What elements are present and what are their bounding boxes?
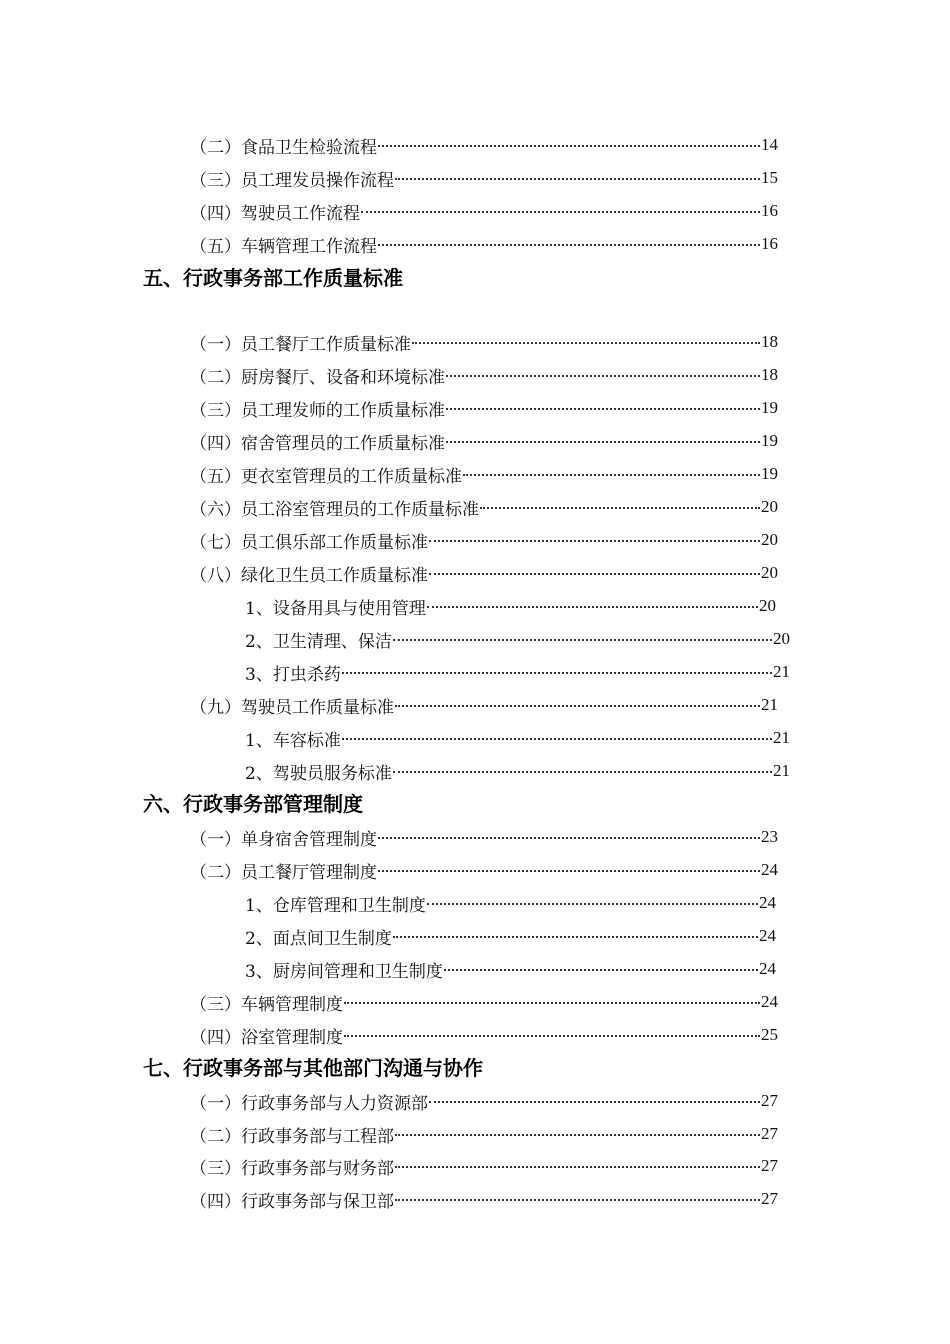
- dot-leader: [378, 244, 760, 246]
- toc-entry-page: 20: [761, 497, 778, 516]
- toc-entry-page: 19: [761, 398, 778, 417]
- toc-entry-label: 3、厨房间管理和卫生制度: [245, 961, 443, 982]
- toc-entry-label: （四）驾驶员工作流程: [190, 203, 360, 224]
- toc-entry[interactable]: [190, 558, 778, 588]
- toc-entry-page: 19: [761, 431, 778, 450]
- toc-entry-page: 19: [761, 464, 778, 483]
- toc-entry-page: 24: [761, 992, 778, 1011]
- toc-entry-label: 3、打虫杀药: [245, 664, 341, 685]
- toc-entry-page: 27: [761, 1091, 778, 1110]
- toc-entry-label: 1、设备用具与使用管理: [245, 598, 426, 619]
- toc-entry-label: （五）更衣室管理员的工作质量标准: [190, 466, 462, 487]
- toc-entry[interactable]: [190, 163, 778, 193]
- toc-entry[interactable]: [190, 393, 778, 423]
- toc-entry-page: 27: [761, 1156, 778, 1175]
- toc-entry-page: 20: [773, 629, 790, 648]
- toc-entry-label: （六）员工浴室管理员的工作质量标准: [190, 499, 479, 520]
- toc-entry-page: 15: [761, 168, 778, 187]
- section-heading[interactable]: 七、行政事务部与其他部门沟通与协作: [143, 1056, 483, 1080]
- toc-entry-label: （二）食品卫生检验流程: [190, 137, 377, 158]
- toc-entry-label: 1、仓库管理和卫生制度: [245, 895, 426, 916]
- toc-entry[interactable]: [190, 360, 778, 390]
- toc-entry[interactable]: [190, 1119, 778, 1149]
- dot-leader: [427, 606, 758, 608]
- toc-entry-label: 2、卫生清理、保洁: [245, 631, 392, 652]
- dot-leader: [446, 441, 760, 443]
- dot-leader: [429, 573, 760, 575]
- toc-entry-page: 21: [773, 761, 790, 780]
- toc-entry-label: （二）厨房餐厅、设备和环境标准: [190, 367, 445, 388]
- dot-leader: [378, 837, 760, 839]
- dot-leader: [395, 1166, 760, 1168]
- dot-leader: [361, 211, 760, 213]
- toc-subentry[interactable]: [245, 723, 790, 753]
- toc-entry-page: 20: [759, 596, 776, 615]
- toc-entry[interactable]: [190, 690, 778, 720]
- toc-entry-page: 20: [761, 563, 778, 582]
- toc-entry-label: 2、驾驶员服务标准: [245, 763, 392, 784]
- dot-leader: [342, 672, 772, 674]
- dot-leader: [344, 1002, 760, 1004]
- toc-entry[interactable]: [190, 229, 778, 259]
- toc-entry[interactable]: [190, 987, 778, 1017]
- toc-entry-label: （九）驾驶员工作质量标准: [190, 697, 394, 718]
- toc-entry[interactable]: [190, 130, 778, 160]
- toc-entry-label: 1、车容标准: [245, 730, 341, 751]
- toc-entry[interactable]: [190, 492, 778, 522]
- toc-entry[interactable]: [190, 459, 778, 489]
- toc-entry-page: 16: [761, 234, 778, 253]
- toc-entry[interactable]: [190, 1020, 778, 1050]
- toc-subentry[interactable]: [245, 954, 776, 984]
- dot-leader: [427, 903, 758, 905]
- toc-entry-page: 21: [773, 662, 790, 681]
- dot-leader: [444, 969, 758, 971]
- dot-leader: [393, 936, 758, 938]
- toc-entry-label: （一）单身宿舍管理制度: [190, 829, 377, 850]
- toc-entry-page: 18: [761, 332, 778, 351]
- toc-entry[interactable]: [190, 525, 778, 555]
- dot-leader: [393, 771, 772, 773]
- toc-entry[interactable]: [190, 196, 778, 226]
- toc-entry-page: 21: [761, 695, 778, 714]
- dot-leader: [395, 178, 760, 180]
- toc-entry-label: （三）员工理发员操作流程: [190, 170, 394, 191]
- toc-entry-label: （三）行政事务部与财务部: [190, 1158, 394, 1179]
- toc-subentry[interactable]: [245, 591, 776, 621]
- toc-entry-page: 24: [761, 860, 778, 879]
- dot-leader: [395, 705, 760, 707]
- toc-entry-label: （一）员工餐厅工作质量标准: [190, 334, 411, 355]
- toc-entry-label: （二）行政事务部与工程部: [190, 1126, 394, 1147]
- toc-entry-page: 23: [761, 827, 778, 846]
- toc-entry[interactable]: [190, 855, 778, 885]
- toc-entry-page: 24: [759, 926, 776, 945]
- toc-subentry[interactable]: [245, 888, 776, 918]
- toc-entry-page: 27: [761, 1124, 778, 1143]
- dot-leader: [429, 540, 760, 542]
- toc-entry-page: 14: [761, 135, 778, 154]
- toc-subentry[interactable]: [245, 657, 790, 687]
- toc-subentry[interactable]: [245, 624, 790, 654]
- toc-entry-label: （二）员工餐厅管理制度: [190, 862, 377, 883]
- toc-entry-label: （八）绿化卫生员工作质量标准: [190, 565, 428, 586]
- toc-entry-page: 25: [761, 1025, 778, 1044]
- section-heading[interactable]: 五、行政事务部工作质量标准: [143, 266, 403, 290]
- toc-entry-label: 2、面点间卫生制度: [245, 928, 392, 949]
- dot-leader: [393, 639, 772, 641]
- toc-entry-page: 24: [759, 959, 776, 978]
- dot-leader: [342, 738, 772, 740]
- toc-entry-page: 21: [773, 728, 790, 747]
- toc-entry-page: 16: [761, 201, 778, 220]
- section-heading[interactable]: 六、行政事务部管理制度: [143, 792, 363, 816]
- toc-entry-label: （三）车辆管理制度: [190, 994, 343, 1015]
- toc-subentry[interactable]: [245, 921, 776, 951]
- dot-leader: [480, 507, 760, 509]
- toc-entry-label: （五）车辆管理工作流程: [190, 236, 377, 257]
- toc-entry-label: （四）浴室管理制度: [190, 1027, 343, 1048]
- toc-entry-label: （七）员工俱乐部工作质量标准: [190, 532, 428, 553]
- dot-leader: [412, 342, 760, 344]
- toc-entry[interactable]: [190, 327, 778, 357]
- dot-leader: [378, 145, 760, 147]
- toc-entry-page: 18: [761, 365, 778, 384]
- dot-leader: [395, 1134, 760, 1136]
- dot-leader: [463, 474, 760, 476]
- toc-entry-page: 24: [759, 893, 776, 912]
- toc-entry[interactable]: [190, 426, 778, 456]
- toc-entry-label: （四）行政事务部与保卫部: [190, 1191, 394, 1212]
- dot-leader: [344, 1035, 760, 1037]
- toc-subentry[interactable]: [245, 756, 790, 786]
- dot-leader: [378, 870, 760, 872]
- dot-leader: [446, 375, 760, 377]
- toc-entry[interactable]: [190, 822, 778, 852]
- toc-entry-label: （四）宿舍管理员的工作质量标准: [190, 433, 445, 454]
- toc-entry[interactable]: [190, 1151, 778, 1181]
- toc-entry-label: （三）员工理发师的工作质量标准: [190, 400, 445, 421]
- toc-entry-page: 20: [761, 530, 778, 549]
- toc-entry-label: （一）行政事务部与人力资源部: [190, 1093, 428, 1114]
- toc-entry-page: 27: [761, 1189, 778, 1208]
- dot-leader: [395, 1199, 760, 1201]
- dot-leader: [429, 1101, 760, 1103]
- dot-leader: [446, 408, 760, 410]
- toc-entry[interactable]: [190, 1086, 778, 1116]
- toc-entry[interactable]: [190, 1184, 778, 1214]
